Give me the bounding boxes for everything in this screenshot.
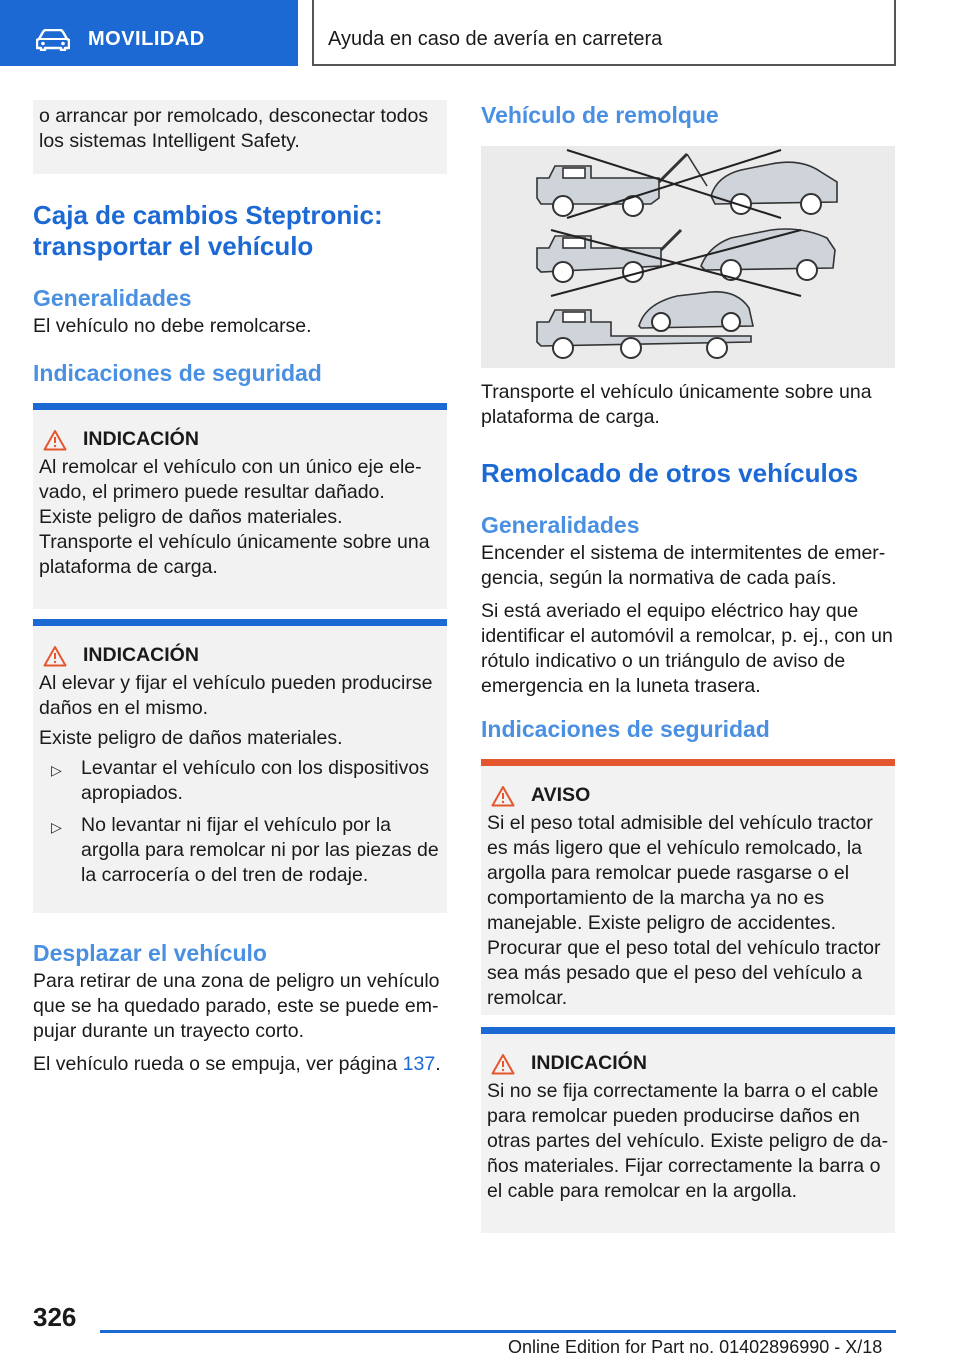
page-link[interactable]: 137	[402, 1053, 436, 1075]
section-tab[interactable]	[0, 0, 298, 66]
general-text: El vehículo no debe remolcarse.	[33, 315, 312, 337]
bullet-triangle-icon: ▷	[51, 819, 62, 835]
page-number: 326	[33, 1302, 77, 1332]
warning-triangle-icon	[491, 785, 515, 807]
subheading-safety: Indicaciones de seguridad	[33, 360, 322, 386]
general-text-1: Encender el sistema de intermitentes de emergencia, según la normativa de cada país.	[481, 542, 886, 589]
notice-header	[43, 428, 441, 451]
intro-box	[33, 100, 447, 174]
notice-text: Existe peligro de daños materiales.	[39, 727, 343, 749]
subheading-general: Generalidades	[481, 512, 640, 538]
notice-header	[43, 644, 441, 667]
subheading-tow-vehicle: Vehículo de remolque	[481, 102, 719, 128]
warning-triangle-icon	[43, 645, 67, 667]
list-item	[39, 756, 441, 806]
notice-box-1	[33, 403, 447, 609]
intro-text: o arrancar por remolcado, desconectar todos los sistemas Intelligent Safety.	[39, 105, 429, 152]
right-column	[481, 101, 895, 1233]
notice-label: INDICACIÓN	[83, 644, 199, 666]
move-reference: El vehículo rueda o se empuja, ver página 137.	[33, 1053, 441, 1075]
move-text: Para retirar de una zona de peligro un vehículo que se ha quedado parado, este se puede empujar durante un trayecto corto.	[33, 970, 440, 1042]
notice-box-3	[481, 1027, 895, 1233]
notice-text: Al elevar y fijar el vehículo pueden producirse daños en el mismo.	[39, 672, 433, 719]
subheading-move-vehicle: Desplazar el vehículo	[33, 940, 267, 966]
left-column	[33, 100, 447, 1085]
section-heading-steptronic: Caja de cambios Steptronic: transportar el vehículo	[33, 200, 383, 261]
general-text-2: Si está averiado el equipo eléctrico hay que identificar el automóvil a remolcar, p. ej., con un rótulo indicativo o un triángulo de aviso de emergencia en la luneta trasera.	[481, 600, 893, 697]
section-label: MOVILIDAD	[88, 28, 205, 50]
tow-caption: Transporte el vehículo únicamente sobre una plataforma de carga.	[481, 381, 872, 428]
warning-label: AVISO	[531, 784, 591, 806]
notice-header	[491, 1052, 889, 1075]
warning-triangle-icon	[43, 429, 67, 451]
warning-box	[481, 759, 895, 1015]
chapter-header	[312, 0, 896, 66]
warning-header	[491, 784, 889, 807]
car-icon	[36, 29, 70, 51]
chapter-title: Ayuda en caso de avería en carretera	[328, 28, 663, 50]
subheading-general: Generalidades	[33, 285, 192, 311]
notice-text: Si no se fija correctamente la barra o el cable para remolcar pueden producirse daños en otras partes del vehículo. Existe peligro de daños materiales. Fijar correctamente la barra o el cable para remolcar en la argolla.	[487, 1080, 889, 1202]
list-item	[39, 813, 441, 888]
subheading-safety: Indicaciones de seguridad	[481, 716, 770, 742]
warning-text: Si el peso total admisible del vehículo tractor es más ligero que el vehículo remolcado, la argolla para remolcar puede rasgarse o el comportamiento de la marcha ya no es manejable. Existe peligro de accidentes. Procurar que el peso total del vehículo tractor sea más pesado que el peso del vehículo a remolcar.	[487, 812, 881, 1009]
tow-vehicle-illustration	[481, 146, 895, 368]
list-item-text: Levantar el vehículo con los dispositivos apropiados.	[81, 757, 429, 804]
list-item-text: No levantar ni fijar el vehículo por la argolla para remolcar ni por las piezas de la carrocería o del tren de rodaje.	[81, 814, 439, 886]
tow-trucks-diagram	[481, 146, 895, 368]
notice-box-2	[33, 619, 447, 913]
notice-label: INDICACIÓN	[83, 428, 199, 450]
warning-triangle-icon	[491, 1053, 515, 1075]
footer-divider	[100, 1330, 896, 1333]
section-heading-towing-others: Remolcado de otros vehículos	[481, 458, 859, 488]
bullet-triangle-icon: ▷	[51, 762, 62, 778]
notice-label: INDICACIÓN	[531, 1052, 647, 1074]
notice-text: Al remolcar el vehículo con un único eje elevado, el primero puede resultar dañado. Existe peligro de daños materiales. Transporte el vehículo únicamente sobre una plataforma de carga.	[39, 456, 430, 578]
footer-edition: Online Edition for Part no. 01402896990 - X/18	[508, 1337, 883, 1357]
